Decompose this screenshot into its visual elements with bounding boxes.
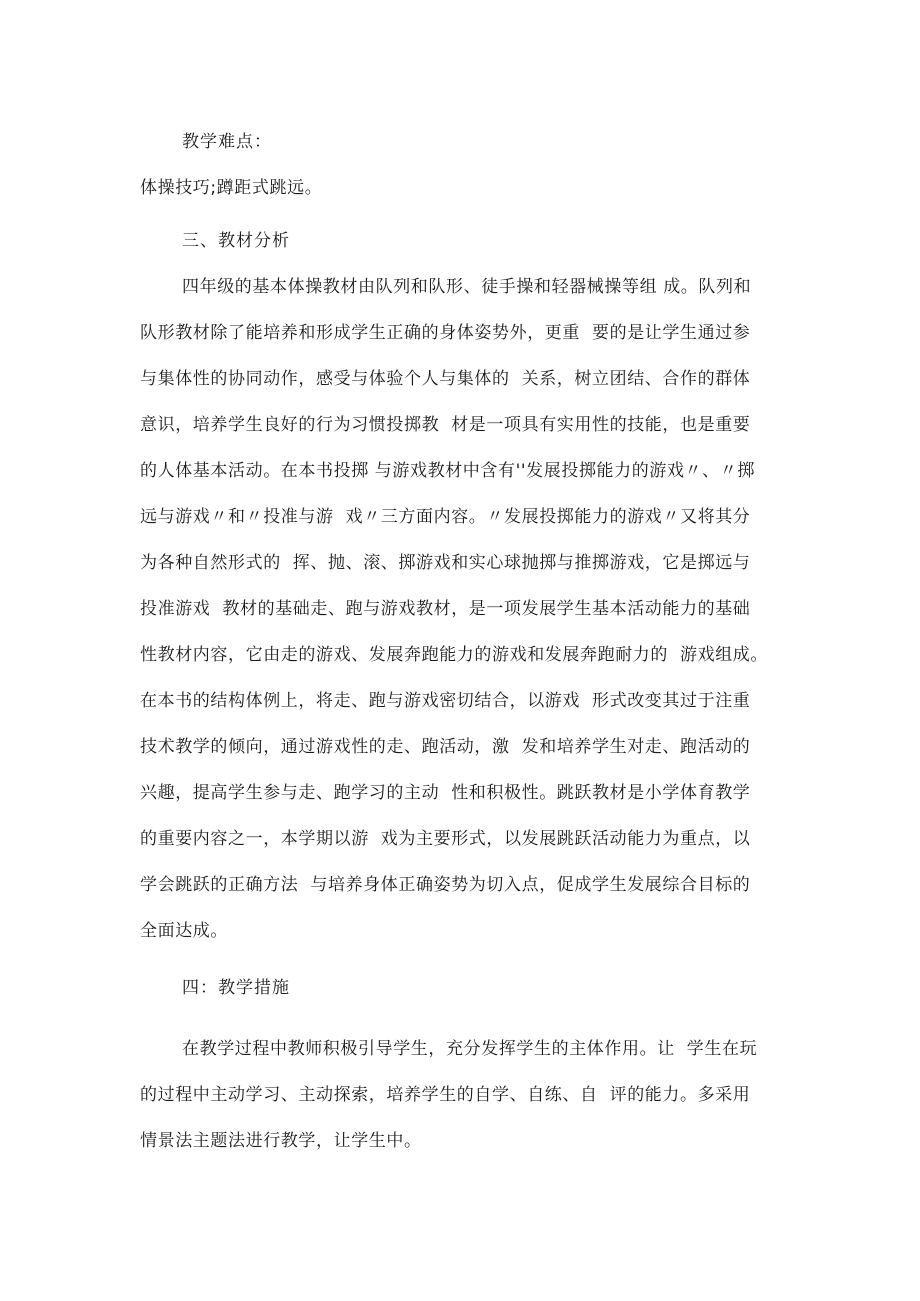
measures-line: 的过程中主动学习、主动探索，培养学生的自学、自练、自 评的能力。多采用: [140, 1085, 751, 1105]
measures-line: 在教学过程中教师积极引导学生，充分发挥学生的主体作用。让 学生在玩: [182, 1039, 758, 1059]
analysis-line: 四年级的基本体操教材由队列和队形、徒手操和轻器械操等组 成。队列和: [182, 277, 752, 297]
analysis-line: 全面达成。: [140, 921, 228, 941]
analysis-line: 在本书的结构体例上，将走、跑与游戏密切结合，以游戏 形式改变其过于注重: [140, 691, 751, 711]
analysis-line: 与集体性的协同动作，感受与体验个人与集体的 关系，树立团结、合作的群体: [140, 369, 751, 389]
analysis-line: 学会跳跃的正确方法 与培养身体正确姿势为切入点，促成学生发展综合目标的: [140, 875, 751, 895]
measures-heading: 四：教学措施: [182, 978, 290, 998]
analysis-line: 性教材内容，它由走的游戏、发展奔跑能力的游戏和发展奔跑耐力的 游戏组成。: [140, 645, 769, 665]
analysis-line: 兴趣，提高学生参与走、跑学习的主动 性和积极性。跳跃教材是小学体育教学: [140, 783, 751, 803]
difficulty-content: 体操技巧;蹲距式跳远。: [140, 178, 323, 198]
analysis-line: 队形教材除了能培养和形成学生正确的身体姿势外，更重 要的是让学生通过参: [140, 323, 751, 343]
analysis-heading: 三、教材分析: [182, 231, 290, 251]
analysis-line: 技术教学的倾向，通过游戏性的走、跑活动，激 发和培养学生对走、跑活动的: [140, 737, 751, 757]
measures-line: 情景法主题法进行教学，让学生中。: [140, 1131, 422, 1151]
analysis-line: 远与游戏〃和〃投准与游 戏〃三方面内容。〃发展投掷能力的游戏〃又将其分: [140, 507, 751, 527]
analysis-line: 的重要内容之一，本学期以游 戏为主要形式，以发展跳跃活动能力为重点，以: [140, 829, 751, 849]
difficulty-heading: 教学难点：: [182, 132, 272, 152]
analysis-line: 的人体基本活动。在本书投掷 与游戏教材中含有''发展投掷能力的游戏〃、〃掷: [140, 461, 755, 481]
analysis-line: 为各种自然形式的 挥、抛、滚、掷游戏和实心球抛掷与推掷游戏，它是掷远与: [140, 553, 751, 573]
analysis-line: 意识，培养学生良好的行为习惯投掷教 材是一项具有实用性的技能，也是重要: [140, 415, 751, 435]
analysis-line: 投准游戏 教材的基础走、跑与游戏教材，是一项发展学生基本活动能力的基础: [140, 599, 751, 619]
